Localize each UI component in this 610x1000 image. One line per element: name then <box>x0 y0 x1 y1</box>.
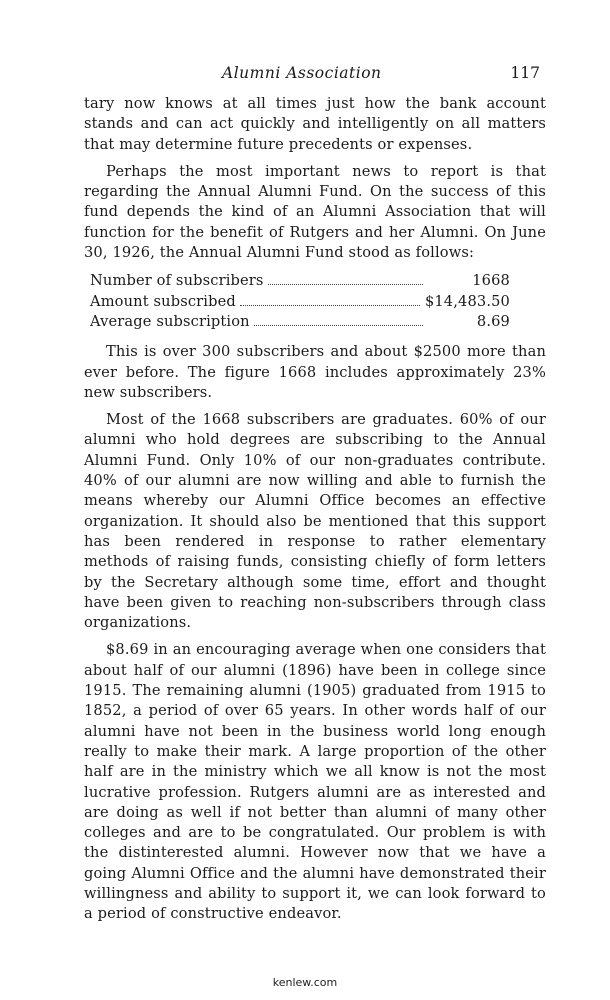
table-row <box>90 292 510 312</box>
paragraph-average: $8.69 in an encouraging average when one considers that about half of our alumni (1896) have been in college since 1915. The remaining alumni (1905) graduated from 1915 to 1852, a period of over 65 years. In other words half of our alumni have not been in the business world long enough really to make their mark. A large proportion of the other half are in the ministry which we all know is not the most lucrative profession. Rutgers alumni are as interested and are doing as well if not better than alumni of many other colleges and are to be congratulated. Our problem is with the distinterested alumni. However now that we have a going Alumni Office and the alumni have demonstrated their willingness and ability to support it, we can look forward to a period of constructive endeavor. <box>84 641 546 923</box>
row-label-amount: Amount subscribed <box>90 292 236 310</box>
row-label-subscribers: Number of subscribers <box>90 272 264 290</box>
watermark-footer: kenlew.com <box>272 976 338 989</box>
paragraph-comparison: This is over 300 subscribers and about $2500 more than ever before. The figure 1668 includes approximately 23% new subscribers. <box>84 343 546 401</box>
row-value-average: 8.69 <box>476 312 510 330</box>
paragraph-graduates: Most of the 1668 subscribers are graduates. 60% of our alumni who hold degrees are subscribing to the Annual Alumni Fund. Only 10% of our non-graduates contribute. 40% of our alumni are now willing and able to furnish the means whereby our Alumni Office becomes an effective organization. It should also be mentioned that this support has been rendered in response to rather elementary methods of raising funds, consisting chiefly of form letters by the Secretary although some time, effort and thought have been given to reaching non-subscribers through class organizations. <box>84 411 546 632</box>
dot-leader <box>254 325 423 326</box>
dot-leader <box>268 284 423 285</box>
table-row <box>90 271 510 291</box>
paragraph-continuation: tary now knows at all times just how the bank account stands and can act quickly and intelligently on all matters that may determine future precedents or expenses. <box>84 95 546 153</box>
row-value-amount: $14,483.50 <box>424 292 510 310</box>
fund-summary-table <box>90 271 510 332</box>
table-row <box>90 312 510 332</box>
body-text <box>84 94 546 925</box>
running-head: Alumni Association <box>222 64 382 82</box>
row-value-subscribers: 1668 <box>472 272 510 290</box>
dot-leader <box>240 305 420 306</box>
page-number: 117 <box>510 64 540 82</box>
page-header <box>84 64 544 86</box>
paragraph-annual-fund: Perhaps the most important news to report is that regarding the Annual Alumni Fund. On the success of this fund depends the kind of an Alumni Association that will function for the benefit of Rutgers and her Alumni. On June 30, 1926, the Annual Alumni Fund stood as follows: <box>84 162 546 262</box>
row-label-average: Average subscription <box>90 312 250 330</box>
